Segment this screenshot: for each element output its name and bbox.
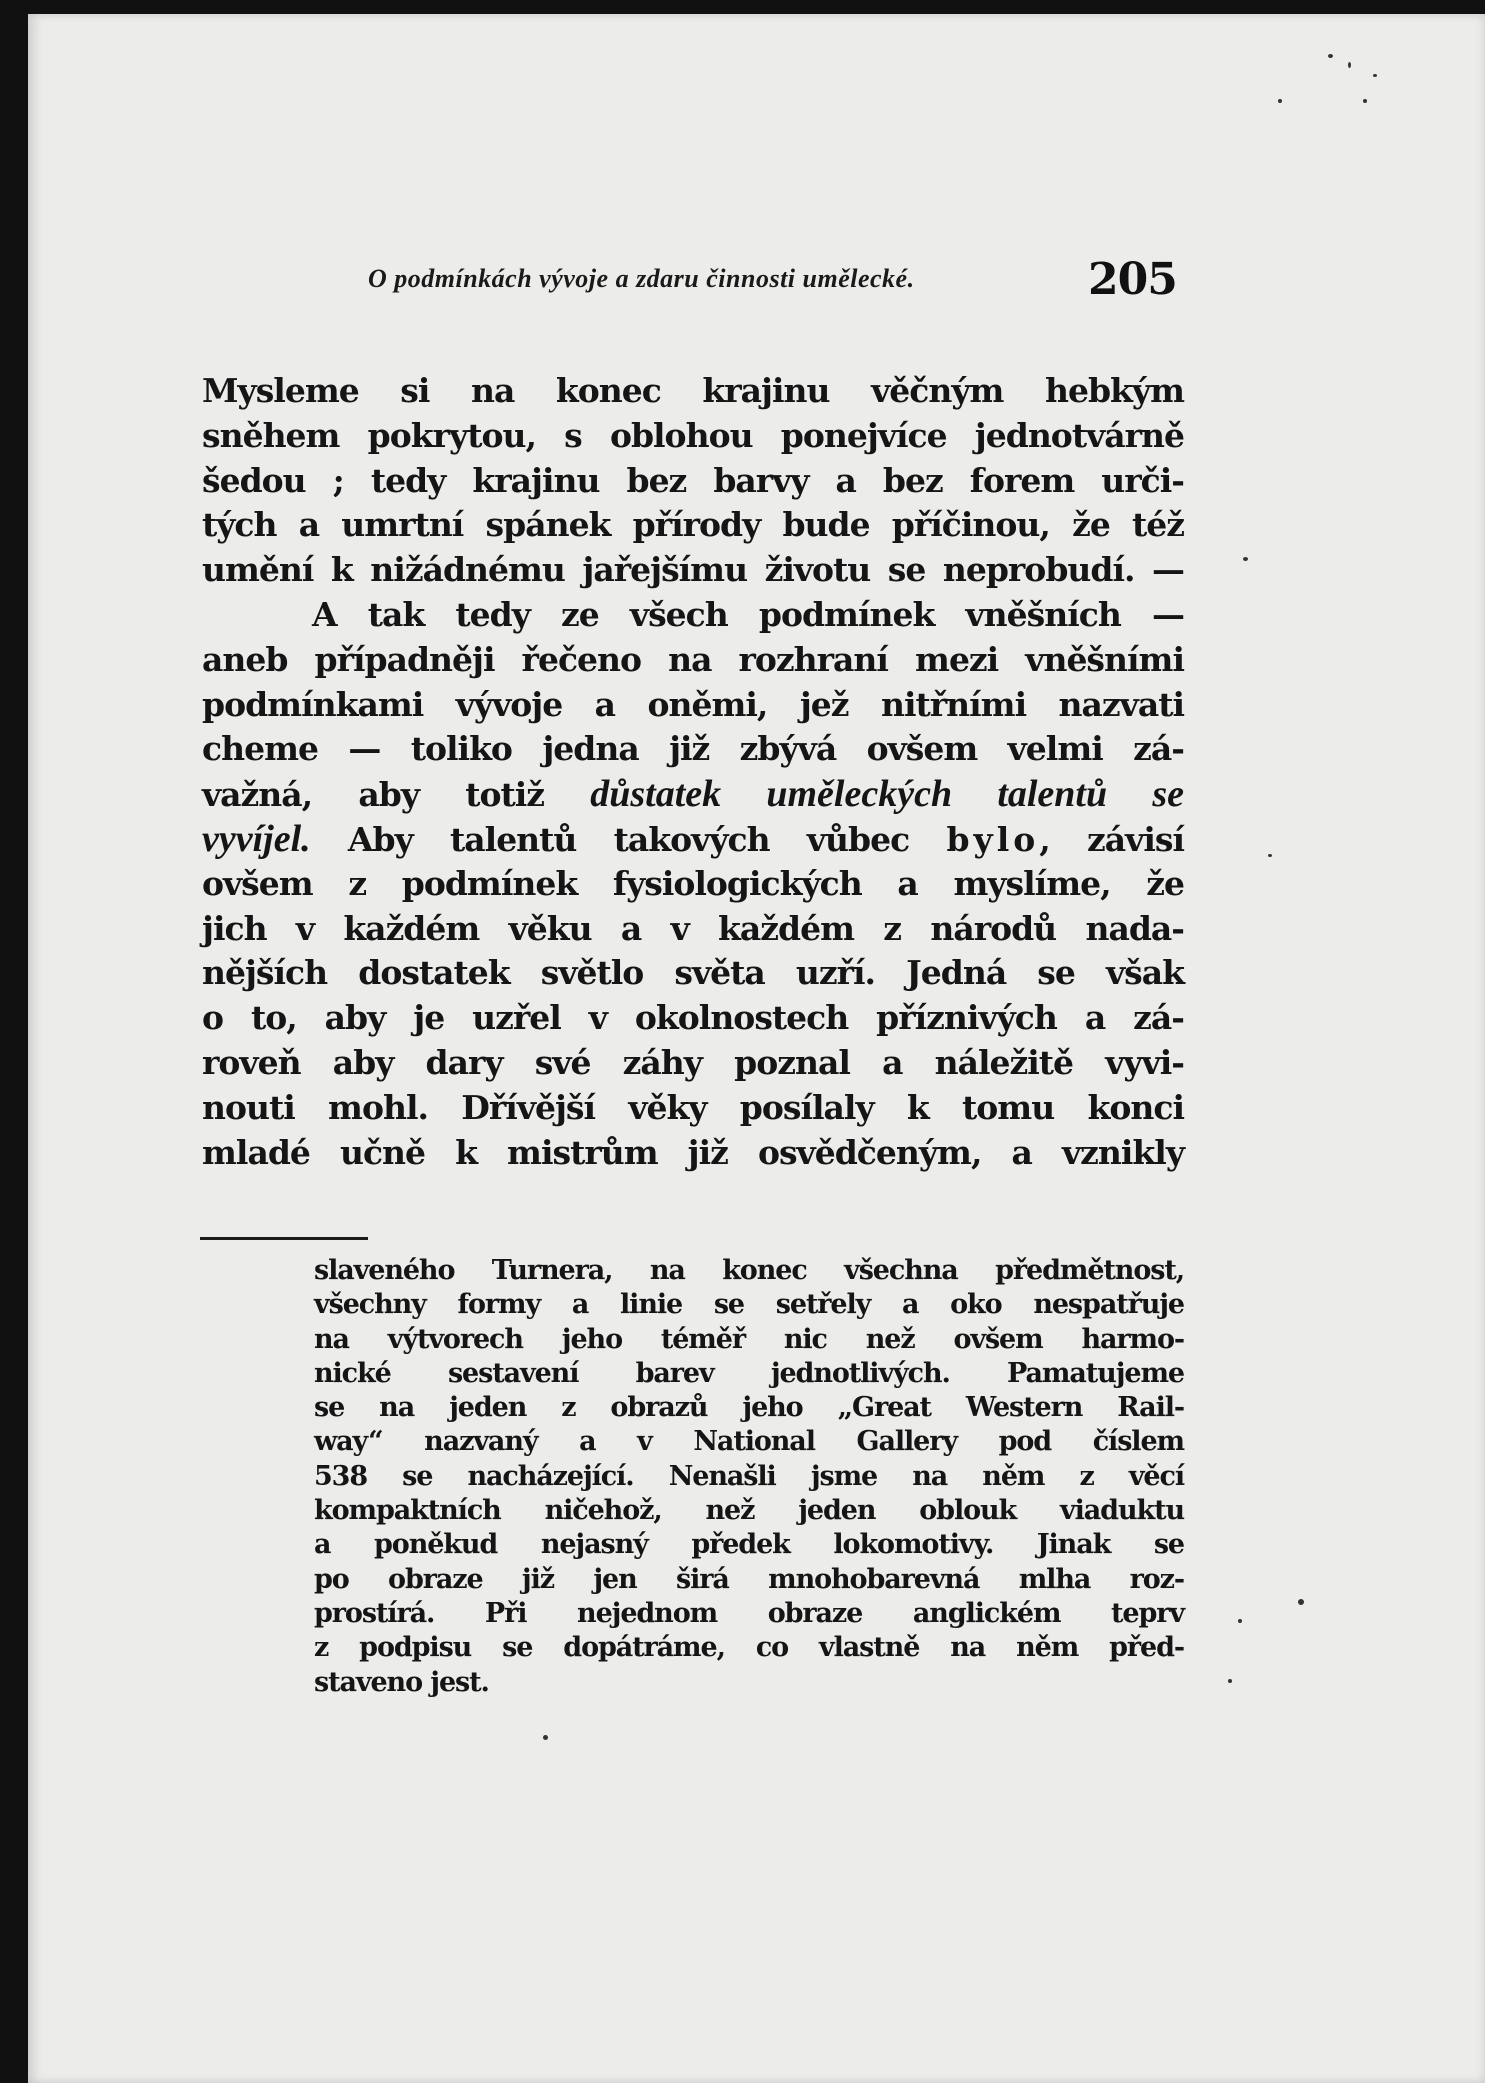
text-line: tých a umrtní spánek přírody bude příčinou, že též — [202, 505, 1184, 545]
text-line: umění k nižádnému jařejšímu životu se neprobudí. — — [202, 550, 1184, 590]
footnote-line: slaveného Turnera, na konec všechna předmětnost, — [314, 1255, 1184, 1286]
text-line: jich v každém věku a v každém z národů nada- — [202, 908, 1184, 948]
text-line: šedou ; tedy krajinu bez barvy a bez forem urči- — [202, 460, 1184, 500]
text-line: nouti mohl. Dřívější věky posílaly k tomu konci — [202, 1087, 1184, 1127]
footnote-line: staveno jest. — [314, 1666, 489, 1698]
footnote-line: po obraze již jen širá mnohobarevná mlha roz- — [314, 1563, 1184, 1595]
text-line — [202, 772, 1184, 817]
text-line — [202, 817, 1184, 862]
text-segment: Aby talentů takových vůbec — [310, 819, 947, 859]
footnote-line: z podpisu se dopátráme, co vlastně na něm před- — [314, 1632, 1184, 1664]
emphasis-text: vyvíjel. — [202, 817, 311, 860]
text-line: A tak tedy ze všech podmínek vněšních — — [312, 594, 1184, 634]
text-line: podmínkami vývoje a oněmi, jež nitřními nazvati — [202, 684, 1184, 724]
footnote-line: kompaktních ničehož, než jeden oblouk viaduktu — [314, 1495, 1184, 1527]
text-segment: , závisí — [1039, 819, 1184, 859]
text-line: cheme — toliko jedna již zbývá ovšem velmi zá- — [202, 729, 1184, 769]
text-line: roveň aby dary své záhy poznal a náležitě vyvi- — [202, 1042, 1184, 1082]
footnote-line: nické sestavení barev jednotlivých. Pamatujeme — [314, 1357, 1184, 1389]
footnote-line: 538 se nacházející. Nenašli jsme na něm z věcí — [314, 1460, 1184, 1492]
main-text-block — [202, 369, 1184, 1175]
text-line: o to, aby je uzřel v okolnostech příznivých a zá- — [202, 998, 1184, 1038]
text-line: aneb případněji řečeno na rozhraní mezi vněšními — [202, 639, 1184, 679]
page-number: 205 — [1088, 254, 1177, 305]
footnote-block — [314, 1254, 1184, 1700]
book-page — [28, 14, 1485, 2083]
footnote-line: na výtvorech jeho téměř nic než ovšem harmo- — [314, 1323, 1184, 1355]
text-line: Mysleme si na konec krajinu věčným hebkým — [202, 371, 1184, 410]
text-line: mladé učně k mistrům již osvědčeným, a vznikly — [202, 1132, 1184, 1172]
footnote-line: prostírá. Při nejednom obraze anglickém teprv — [314, 1597, 1184, 1629]
footnote-line: way“ nazvaný a v National Gallery pod číslem — [314, 1426, 1184, 1458]
footnote-line: všechny formy a linie se setřely a oko nespatřuje — [314, 1289, 1184, 1321]
text-line: ovšem z podmínek fysiologických a myslíme, že — [202, 863, 1184, 903]
footnote-line: se na jeden z obrazů jeho „Great Western Rail- — [314, 1392, 1184, 1424]
text-line: sněhem pokrytou, s oblohou ponejvíce jednotvárně — [202, 415, 1184, 455]
text-line: nějších dostatek světlo světa uzří. Jedná se však — [202, 953, 1184, 993]
footnote-line: a poněkud nejasný předek lokomotivy. Jinak se — [314, 1529, 1184, 1561]
text-segment: važná, aby totiž — [202, 775, 591, 815]
spaced-text: bylo — [946, 819, 1040, 859]
running-head: O podmínkách vývoje a zdaru činnosti umělecké. — [368, 264, 915, 293]
emphasis-text: důstatek uměleckých talentů se — [590, 773, 1185, 816]
footnote-divider — [200, 1237, 368, 1240]
